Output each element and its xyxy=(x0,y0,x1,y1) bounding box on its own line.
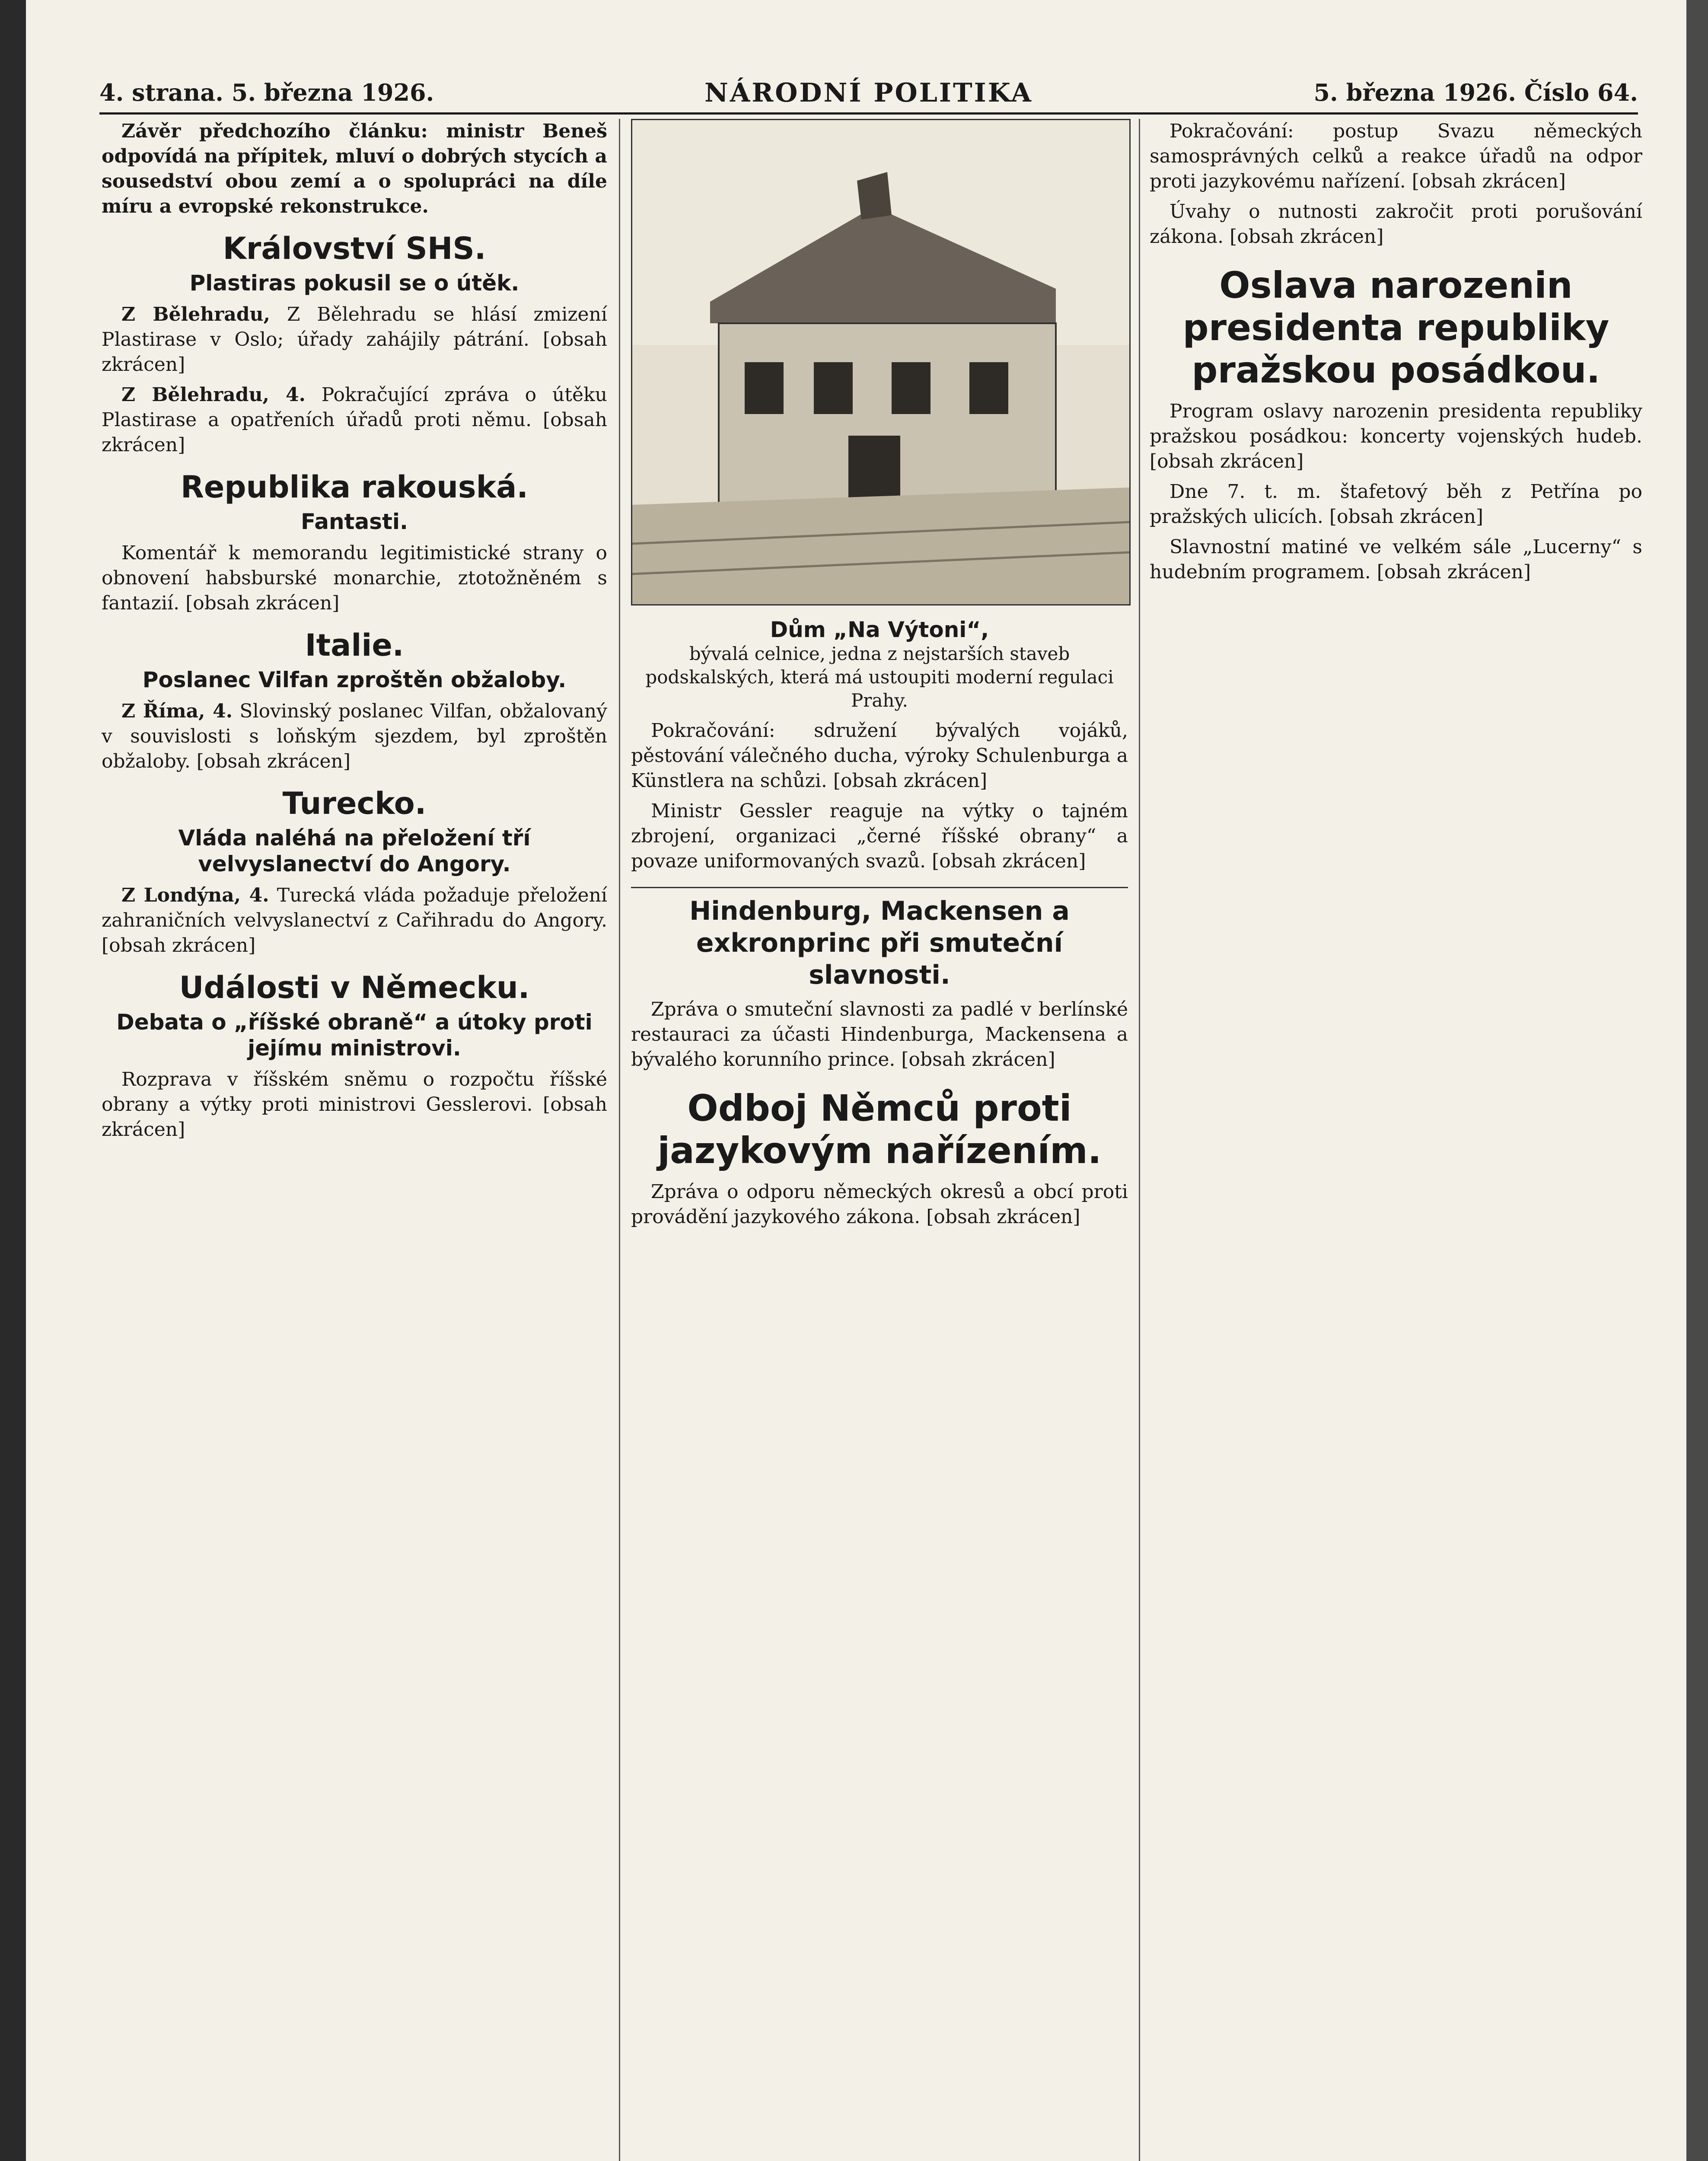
column-rule-1 xyxy=(619,119,620,2161)
subheading-angora: Vláda naléhá na přeložení tří velvyslanectví do Angory. xyxy=(178,826,531,877)
article-paragraph: Pokračování: postup Svazu německých samosprávných celků a reakce úřadů na odpor proti jazykovému nařízení. [obsah zkrácen] xyxy=(1150,120,1642,192)
section-heading-turkey: Turecko. xyxy=(282,786,427,821)
article-heading-president-birthday: Oslava narozenin presidenta republiky pražskou posádkou. xyxy=(1182,264,1609,391)
dateline: Z Bělehradu, 4. xyxy=(121,384,306,406)
photo-caption: bývalá celnice, jedna z nejstarších staveb podskalských, která má ustoupiti moderní regulaci Prahy. xyxy=(645,643,1114,711)
masthead-title: NÁRODNÍ POLITIKA xyxy=(704,78,1033,108)
section-heading-germany: Události v Německu. xyxy=(179,970,530,1005)
photo-caption-title: Dům „Na Výtoni“, xyxy=(770,617,989,642)
article-paragraph: Zpráva o smuteční slavnosti za padlé v berlínské restauraci za účasti Hindenburga, Mackensena a bývalého korunního prince. [obsah zkrácen] xyxy=(631,998,1128,1071)
page-header xyxy=(99,73,1638,115)
article-paragraph: Program oslavy narozenin presidenta republiky pražskou posádkou: koncerty vojenských hudeb. [obsah zkrácen] xyxy=(1150,400,1642,472)
subheading-fantasti: Fantasti. xyxy=(301,509,408,534)
article-paragraph: Dne 7. t. m. štafetový běh z Petřína po pražských ulicích. [obsah zkrácen] xyxy=(1150,481,1642,528)
dateline: Z Londýna, 4. xyxy=(121,884,269,906)
house-na-vytoni-illustration xyxy=(631,119,1131,606)
section-heading-austria: Republika rakouská. xyxy=(181,469,528,505)
photo-figure xyxy=(631,119,1128,712)
article-paragraph: Pokračování: sdružení bývalých vojáků, pěstování válečného ducha, výroky Schulenburga a Künstlera na schůzi. [obsah zkrácen] xyxy=(631,720,1128,792)
article-paragraph: Ministr Gessler reaguje na výtky o tajném zbrojení, organizaci „černé říšské obrany“ a povaze uniformovaných svazů. [obsah zkrácen] xyxy=(631,800,1128,872)
section-heading-italy: Italie. xyxy=(305,628,404,663)
article-heading-odboj-nemcu: Odboj Němců proti jazykovým nařízením. xyxy=(657,1087,1102,1172)
article-paragraph xyxy=(102,699,607,774)
article-paragraph: Úvahy o nutnosti zakročit proti porušování zákona. [obsah zkrácen] xyxy=(1150,201,1642,248)
dateline: Z Bělehradu, xyxy=(121,303,270,325)
column-2 xyxy=(631,119,1128,1235)
col1-intro: Závěr předchozího článku: ministr Beneš odpovídá na přípitek, mluví o dobrých stycích a sousedství obou zemí a o spolupráci na díle míru a evropské rekonstrukce. xyxy=(102,120,607,217)
subheading-vilfan: Poslanec Vilfan zproštěn obžaloby. xyxy=(142,667,567,692)
paragraph-text: Slovinský poslanec Vilfan, obžalovaný v souvislosti s loňským sjezdem, byl zproštěn obžaloby. [obsah zkrácen] xyxy=(102,700,607,772)
column-rule-2 xyxy=(1139,119,1140,2161)
paragraph-text: Turecká vláda požaduje přeložení zahraničních velvyslanectví z Cařihradu do Angory. [obsah zkrácen] xyxy=(102,884,607,956)
paragraph-text: Z Bělehradu se hlásí zmizení Plastirase v Oslo; úřady zahájily pátrání. [obsah zkrácen] xyxy=(102,303,607,376)
article-paragraph xyxy=(102,883,607,958)
column-1 xyxy=(102,119,607,1147)
article-paragraph: Zpráva o odporu německých okresů a obcí proti provádění jazykového zákona. [obsah zkrácen] xyxy=(631,1181,1128,1228)
dateline: Z Říma, 4. xyxy=(121,700,233,722)
header-date-issue: 5. března 1926. Číslo 64. xyxy=(1313,79,1638,106)
section-heading-shs: Království SHS. xyxy=(223,231,486,266)
subheading-reichswehr-debate: Debata o „říšské obraně“ a útoky proti jejímu ministrovi. xyxy=(116,1010,593,1061)
article-heading-hindenburg: Hindenburg, Mackensen a exkronprinc při smuteční slavnosti. xyxy=(631,887,1128,991)
article-paragraph: Komentář k memorandu legitimistické strany o obnovení habsburské monarchie, ztotožněném s fantazií. [obsah zkrácen] xyxy=(102,542,607,614)
article-paragraph: Slavnostní matiné ve velkém sále „Lucerny“ s hudebním programem. [obsah zkrácen] xyxy=(1150,536,1642,583)
article-paragraph xyxy=(102,382,607,458)
scan-edge-left xyxy=(0,0,26,2161)
article-paragraph xyxy=(102,302,607,377)
paragraph-text: Pokračující zpráva o útěku Plastirase a opatřeních úřadů proti němu. [obsah zkrácen] xyxy=(102,384,607,456)
subheading-plastiras: Plastiras pokusil se o útěk. xyxy=(189,271,519,296)
scan-edge-right xyxy=(1686,0,1708,2161)
article-paragraph: Rozprava v říšském sněmu o rozpočtu říšské obrany a výtky proti ministrovi Gesslerovi. [obsah zkrácen] xyxy=(102,1068,607,1141)
column-3 xyxy=(1150,119,1642,590)
header-page-date: 4. strana. 5. března 1926. xyxy=(99,79,434,106)
